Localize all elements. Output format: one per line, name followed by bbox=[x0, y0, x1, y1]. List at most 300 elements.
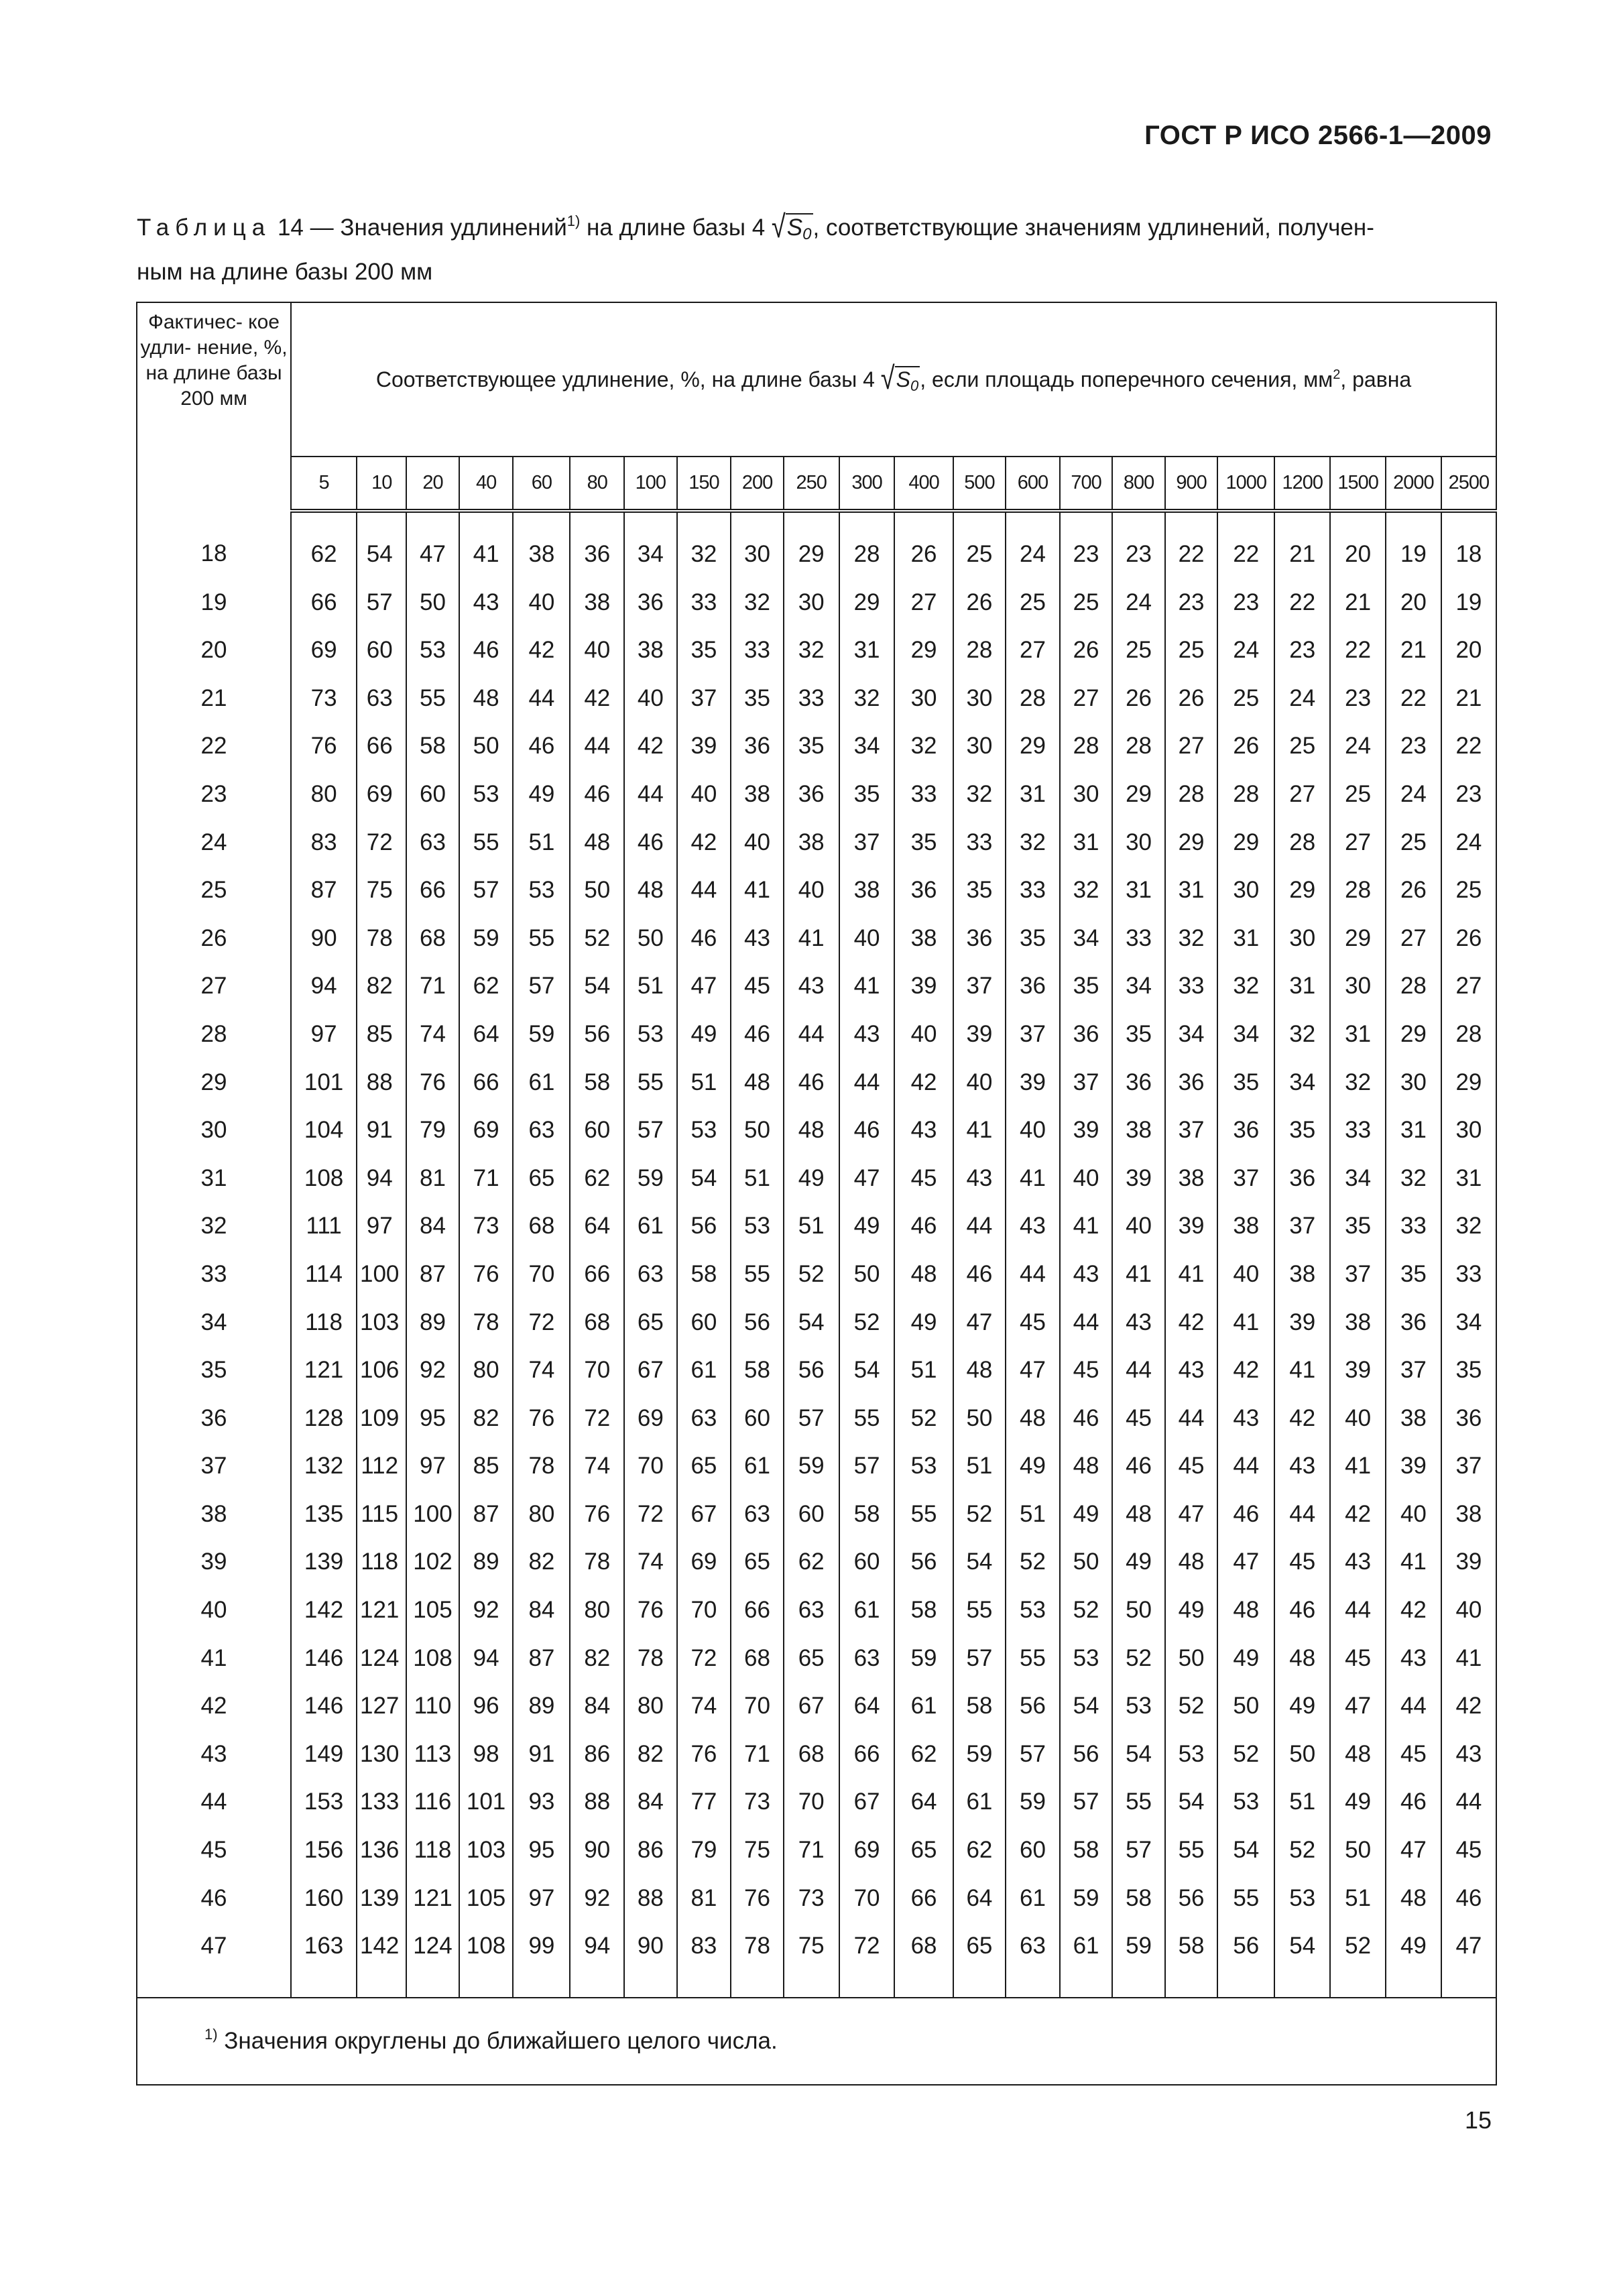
value-cell: 109 bbox=[357, 1394, 406, 1443]
value-cell: 53 bbox=[1112, 1682, 1164, 1730]
value-cell: 22 bbox=[1330, 626, 1386, 674]
value-cell: 28 bbox=[1386, 962, 1441, 1010]
value-cell: 46 bbox=[839, 1106, 895, 1154]
value-cell: 36 bbox=[1274, 1154, 1330, 1203]
value-cell: 43 bbox=[839, 1010, 895, 1059]
value-cell: 84 bbox=[406, 1202, 459, 1250]
value-cell: 32 bbox=[677, 511, 731, 579]
value-cell: 80 bbox=[624, 1682, 676, 1730]
value-cell: 90 bbox=[624, 1922, 676, 1998]
span-header-text-3: , равна bbox=[1340, 367, 1412, 392]
value-cell: 35 bbox=[953, 866, 1006, 914]
value-cell: 35 bbox=[1386, 1250, 1441, 1298]
value-cell: 30 bbox=[1060, 770, 1112, 819]
value-cell: 61 bbox=[731, 1442, 783, 1490]
value-cell: 48 bbox=[1060, 1442, 1112, 1490]
value-cell: 97 bbox=[406, 1442, 459, 1490]
value-cell: 56 bbox=[1165, 1874, 1217, 1923]
value-cell: 44 bbox=[1386, 1682, 1441, 1730]
value-cell: 28 bbox=[1112, 722, 1164, 770]
value-cell: 53 bbox=[624, 1010, 676, 1059]
value-cell: 52 bbox=[570, 914, 624, 963]
value-cell: 63 bbox=[731, 1490, 783, 1538]
value-cell: 61 bbox=[513, 1059, 570, 1107]
value-cell: 153 bbox=[291, 1778, 357, 1826]
value-cell: 62 bbox=[570, 1154, 624, 1203]
value-cell: 27 bbox=[1006, 626, 1060, 674]
value-cell: 45 bbox=[1441, 1826, 1496, 1874]
value-cell: 78 bbox=[357, 914, 406, 963]
value-cell: 36 bbox=[1441, 1394, 1496, 1443]
value-cell: 29 bbox=[1330, 914, 1386, 963]
value-cell: 43 bbox=[1112, 1298, 1164, 1347]
area-header-cell: 600 bbox=[1006, 457, 1060, 511]
value-cell: 34 bbox=[1112, 962, 1164, 1010]
value-cell: 66 bbox=[570, 1250, 624, 1298]
value-cell: 30 bbox=[1112, 819, 1164, 867]
value-cell: 46 bbox=[1217, 1490, 1274, 1538]
value-cell: 47 bbox=[953, 1298, 1006, 1347]
value-cell: 27 bbox=[1441, 962, 1496, 1010]
value-cell: 128 bbox=[291, 1394, 357, 1443]
value-cell: 58 bbox=[731, 1346, 783, 1394]
value-cell: 55 bbox=[1165, 1826, 1217, 1874]
value-cell: 25 bbox=[1165, 626, 1217, 674]
value-cell: 42 bbox=[1217, 1346, 1274, 1394]
value-cell: 30 bbox=[894, 674, 953, 723]
value-cell: 38 bbox=[839, 866, 895, 914]
table-row bbox=[137, 1298, 1496, 1347]
value-cell: 35 bbox=[784, 722, 839, 770]
value-cell: 106 bbox=[357, 1346, 406, 1394]
value-cell: 94 bbox=[459, 1634, 514, 1683]
value-cell: 42 bbox=[624, 722, 676, 770]
value-cell: 160 bbox=[291, 1874, 357, 1923]
value-cell: 24 bbox=[1386, 770, 1441, 819]
table-row bbox=[137, 1154, 1496, 1203]
value-cell: 34 bbox=[1330, 1154, 1386, 1203]
value-cell: 35 bbox=[1112, 1010, 1164, 1059]
value-cell: 72 bbox=[513, 1298, 570, 1347]
value-cell: 32 bbox=[1330, 1059, 1386, 1107]
value-cell: 54 bbox=[784, 1298, 839, 1347]
value-cell: 74 bbox=[677, 1682, 731, 1730]
value-cell: 68 bbox=[784, 1730, 839, 1778]
value-cell: 29 bbox=[894, 626, 953, 674]
value-cell: 44 bbox=[1217, 1442, 1274, 1490]
value-cell: 33 bbox=[1006, 866, 1060, 914]
caption-text-3: , соответствующие значениям удлинений, получен- bbox=[813, 215, 1374, 241]
value-cell: 22 bbox=[1386, 674, 1441, 723]
value-cell: 92 bbox=[406, 1346, 459, 1394]
value-cell: 64 bbox=[459, 1010, 514, 1059]
value-cell: 63 bbox=[406, 819, 459, 867]
value-cell: 70 bbox=[839, 1874, 895, 1923]
value-cell: 59 bbox=[513, 1010, 570, 1059]
area-header-cell: 1200 bbox=[1274, 457, 1330, 511]
value-cell: 26 bbox=[1217, 722, 1274, 770]
value-cell: 56 bbox=[784, 1346, 839, 1394]
value-cell: 50 bbox=[731, 1106, 783, 1154]
value-cell: 48 bbox=[1165, 1538, 1217, 1586]
value-cell: 55 bbox=[1006, 1634, 1060, 1683]
value-cell: 27 bbox=[1165, 722, 1217, 770]
actual-elongation-cell: 41 bbox=[137, 1634, 291, 1683]
value-cell: 58 bbox=[894, 1586, 953, 1634]
value-cell: 31 bbox=[1165, 866, 1217, 914]
value-cell: 27 bbox=[894, 579, 953, 627]
value-cell: 51 bbox=[953, 1442, 1006, 1490]
caption-number: 14 — bbox=[277, 215, 334, 241]
value-cell: 61 bbox=[894, 1682, 953, 1730]
value-cell: 76 bbox=[731, 1874, 783, 1923]
value-cell: 50 bbox=[1060, 1538, 1112, 1586]
table-row bbox=[137, 722, 1496, 770]
value-cell: 60 bbox=[731, 1394, 783, 1443]
table-footnote bbox=[137, 1998, 1496, 2085]
value-cell: 59 bbox=[624, 1154, 676, 1203]
value-cell: 49 bbox=[513, 770, 570, 819]
value-cell: 43 bbox=[459, 579, 514, 627]
value-cell: 39 bbox=[1006, 1059, 1060, 1107]
value-cell: 27 bbox=[1330, 819, 1386, 867]
value-cell: 48 bbox=[953, 1346, 1006, 1394]
value-cell: 33 bbox=[1165, 962, 1217, 1010]
value-cell: 132 bbox=[291, 1442, 357, 1490]
value-cell: 39 bbox=[677, 722, 731, 770]
footnote-text: Значения округлены до ближайшего целого числа. bbox=[224, 2027, 778, 2054]
value-cell: 42 bbox=[1165, 1298, 1217, 1347]
value-cell: 95 bbox=[406, 1394, 459, 1443]
value-cell: 163 bbox=[291, 1922, 357, 1998]
value-cell: 28 bbox=[1006, 674, 1060, 723]
value-cell: 47 bbox=[1330, 1682, 1386, 1730]
value-cell: 28 bbox=[1274, 819, 1330, 867]
value-cell: 39 bbox=[1060, 1106, 1112, 1154]
value-cell: 54 bbox=[1112, 1730, 1164, 1778]
value-cell: 20 bbox=[1386, 579, 1441, 627]
value-cell: 51 bbox=[513, 819, 570, 867]
value-cell: 49 bbox=[1112, 1538, 1164, 1586]
value-cell: 50 bbox=[406, 579, 459, 627]
value-cell: 21 bbox=[1441, 674, 1496, 723]
value-cell: 100 bbox=[357, 1250, 406, 1298]
value-cell: 86 bbox=[624, 1826, 676, 1874]
value-cell: 24 bbox=[1330, 722, 1386, 770]
value-cell: 75 bbox=[731, 1826, 783, 1874]
table-row bbox=[137, 1106, 1496, 1154]
value-cell: 66 bbox=[894, 1874, 953, 1923]
value-cell: 63 bbox=[357, 674, 406, 723]
value-cell: 116 bbox=[406, 1778, 459, 1826]
value-cell: 32 bbox=[894, 722, 953, 770]
value-cell: 121 bbox=[291, 1346, 357, 1394]
value-cell: 99 bbox=[513, 1922, 570, 1998]
value-cell: 56 bbox=[1217, 1922, 1274, 1998]
table-row bbox=[137, 1394, 1496, 1443]
value-cell: 50 bbox=[624, 914, 676, 963]
value-cell: 46 bbox=[784, 1059, 839, 1107]
value-cell: 55 bbox=[1112, 1778, 1164, 1826]
value-cell: 34 bbox=[1060, 914, 1112, 963]
value-cell: 94 bbox=[357, 1154, 406, 1203]
value-cell: 73 bbox=[459, 1202, 514, 1250]
value-cell: 41 bbox=[1330, 1442, 1386, 1490]
value-cell: 37 bbox=[677, 674, 731, 723]
value-cell: 69 bbox=[677, 1538, 731, 1586]
value-cell: 50 bbox=[1165, 1634, 1217, 1683]
value-cell: 30 bbox=[953, 674, 1006, 723]
value-cell: 37 bbox=[953, 962, 1006, 1010]
value-cell: 28 bbox=[1330, 866, 1386, 914]
value-cell: 45 bbox=[1060, 1346, 1112, 1394]
value-cell: 60 bbox=[357, 626, 406, 674]
value-cell: 31 bbox=[1217, 914, 1274, 963]
table-row bbox=[137, 1442, 1496, 1490]
actual-elongation-cell: 33 bbox=[137, 1250, 291, 1298]
value-cell: 65 bbox=[677, 1442, 731, 1490]
value-cell: 41 bbox=[839, 962, 895, 1010]
value-cell: 52 bbox=[953, 1490, 1006, 1538]
value-cell: 77 bbox=[677, 1778, 731, 1826]
value-cell: 50 bbox=[570, 866, 624, 914]
value-cell: 42 bbox=[513, 626, 570, 674]
value-cell: 64 bbox=[839, 1682, 895, 1730]
value-cell: 97 bbox=[291, 1010, 357, 1059]
value-cell: 24 bbox=[1274, 674, 1330, 723]
value-cell: 48 bbox=[570, 819, 624, 867]
value-cell: 42 bbox=[1441, 1682, 1496, 1730]
value-cell: 76 bbox=[291, 722, 357, 770]
value-cell: 32 bbox=[953, 770, 1006, 819]
value-cell: 95 bbox=[513, 1826, 570, 1874]
span-header-sqrt-sub: 0 bbox=[910, 377, 919, 395]
value-cell: 67 bbox=[624, 1346, 676, 1394]
value-cell: 139 bbox=[291, 1538, 357, 1586]
value-cell: 44 bbox=[1112, 1346, 1164, 1394]
value-cell: 83 bbox=[677, 1922, 731, 1998]
value-cell: 53 bbox=[513, 866, 570, 914]
value-cell: 38 bbox=[513, 511, 570, 579]
elongation-table bbox=[136, 302, 1497, 2086]
value-cell: 62 bbox=[894, 1730, 953, 1778]
value-cell: 48 bbox=[459, 674, 514, 723]
value-cell: 67 bbox=[784, 1682, 839, 1730]
value-cell: 43 bbox=[1217, 1394, 1274, 1443]
value-cell: 62 bbox=[953, 1826, 1006, 1874]
value-cell: 92 bbox=[459, 1586, 514, 1634]
value-cell: 31 bbox=[839, 626, 895, 674]
value-cell: 84 bbox=[624, 1778, 676, 1826]
value-cell: 33 bbox=[953, 819, 1006, 867]
area-header-cell: 150 bbox=[677, 457, 731, 511]
value-cell: 54 bbox=[1217, 1826, 1274, 1874]
table-row bbox=[137, 1682, 1496, 1730]
value-cell: 40 bbox=[513, 579, 570, 627]
value-cell: 55 bbox=[894, 1490, 953, 1538]
value-cell: 29 bbox=[784, 511, 839, 579]
table-row bbox=[137, 1059, 1496, 1107]
value-cell: 23 bbox=[1386, 722, 1441, 770]
actual-elongation-cell: 27 bbox=[137, 962, 291, 1010]
value-cell: 46 bbox=[459, 626, 514, 674]
value-cell: 49 bbox=[677, 1010, 731, 1059]
value-cell: 57 bbox=[513, 962, 570, 1010]
table-caption bbox=[137, 205, 1498, 294]
value-cell: 61 bbox=[1006, 1874, 1060, 1923]
value-cell: 29 bbox=[1006, 722, 1060, 770]
value-cell: 44 bbox=[570, 722, 624, 770]
value-cell: 41 bbox=[459, 511, 514, 579]
value-cell: 65 bbox=[624, 1298, 676, 1347]
value-cell: 58 bbox=[1060, 1826, 1112, 1874]
value-cell: 37 bbox=[1165, 1106, 1217, 1154]
value-cell: 31 bbox=[1441, 1154, 1496, 1203]
value-cell: 81 bbox=[406, 1154, 459, 1203]
value-cell: 49 bbox=[894, 1298, 953, 1347]
value-cell: 78 bbox=[459, 1298, 514, 1347]
value-cell: 47 bbox=[1165, 1490, 1217, 1538]
value-cell: 29 bbox=[839, 579, 895, 627]
value-cell: 76 bbox=[459, 1250, 514, 1298]
value-cell: 44 bbox=[1330, 1586, 1386, 1634]
value-cell: 36 bbox=[1217, 1106, 1274, 1154]
value-cell: 111 bbox=[291, 1202, 357, 1250]
value-cell: 54 bbox=[1060, 1682, 1112, 1730]
value-cell: 56 bbox=[731, 1298, 783, 1347]
value-cell: 57 bbox=[839, 1442, 895, 1490]
value-cell: 63 bbox=[1006, 1922, 1060, 1998]
value-cell: 44 bbox=[624, 770, 676, 819]
value-cell: 55 bbox=[624, 1059, 676, 1107]
value-cell: 39 bbox=[1386, 1442, 1441, 1490]
table-row bbox=[137, 914, 1496, 963]
value-cell: 34 bbox=[624, 511, 676, 579]
value-cell: 31 bbox=[1006, 770, 1060, 819]
value-cell: 39 bbox=[894, 962, 953, 1010]
value-cell: 37 bbox=[1386, 1346, 1441, 1394]
value-cell: 23 bbox=[1112, 511, 1164, 579]
value-cell: 32 bbox=[839, 674, 895, 723]
sqrt-icon: √ bbox=[771, 209, 786, 245]
value-cell: 124 bbox=[406, 1922, 459, 1998]
value-cell: 50 bbox=[1330, 1826, 1386, 1874]
table-row bbox=[137, 1634, 1496, 1683]
value-cell: 114 bbox=[291, 1250, 357, 1298]
value-cell: 50 bbox=[1274, 1730, 1330, 1778]
footnote-mark: 1) bbox=[204, 2025, 218, 2043]
value-cell: 60 bbox=[677, 1298, 731, 1347]
value-cell: 36 bbox=[1060, 1010, 1112, 1059]
value-cell: 93 bbox=[513, 1778, 570, 1826]
value-cell: 47 bbox=[1217, 1538, 1274, 1586]
value-cell: 41 bbox=[1386, 1538, 1441, 1586]
table-row bbox=[137, 1922, 1496, 1998]
value-cell: 32 bbox=[1060, 866, 1112, 914]
value-cell: 66 bbox=[839, 1730, 895, 1778]
actual-elongation-cell: 40 bbox=[137, 1586, 291, 1634]
value-cell: 55 bbox=[459, 819, 514, 867]
value-cell: 56 bbox=[570, 1010, 624, 1059]
value-cell: 61 bbox=[677, 1346, 731, 1394]
value-cell: 64 bbox=[570, 1202, 624, 1250]
actual-elongation-cell: 44 bbox=[137, 1778, 291, 1826]
span-header-text-1: Соответствующее удлинение, %, на длине базы 4 bbox=[375, 367, 875, 392]
value-cell: 39 bbox=[1330, 1346, 1386, 1394]
value-cell: 84 bbox=[570, 1682, 624, 1730]
value-cell: 61 bbox=[624, 1202, 676, 1250]
value-cell: 121 bbox=[357, 1586, 406, 1634]
value-cell: 40 bbox=[731, 819, 783, 867]
span-header-sup: 2 bbox=[1333, 367, 1341, 383]
actual-elongation-cell: 32 bbox=[137, 1202, 291, 1250]
actual-elongation-cell: 29 bbox=[137, 1059, 291, 1107]
value-cell: 73 bbox=[784, 1874, 839, 1923]
value-cell: 75 bbox=[357, 866, 406, 914]
value-cell: 82 bbox=[459, 1394, 514, 1443]
table-row bbox=[137, 511, 1496, 579]
value-cell: 32 bbox=[731, 579, 783, 627]
value-cell: 43 bbox=[1441, 1730, 1496, 1778]
value-cell: 59 bbox=[1006, 1778, 1060, 1826]
value-cell: 142 bbox=[291, 1586, 357, 1634]
value-cell: 124 bbox=[357, 1634, 406, 1683]
caption-footnote-mark: 1) bbox=[566, 213, 581, 229]
area-header-cell: 500 bbox=[953, 457, 1006, 511]
value-cell: 49 bbox=[1330, 1778, 1386, 1826]
value-cell: 37 bbox=[1060, 1059, 1112, 1107]
value-cell: 59 bbox=[784, 1442, 839, 1490]
value-cell: 63 bbox=[513, 1106, 570, 1154]
value-cell: 59 bbox=[1112, 1922, 1164, 1998]
value-cell: 58 bbox=[570, 1059, 624, 1107]
value-cell: 63 bbox=[677, 1394, 731, 1443]
value-cell: 81 bbox=[677, 1874, 731, 1923]
value-cell: 82 bbox=[357, 962, 406, 1010]
caption-sqrt-sub: 0 bbox=[802, 225, 812, 243]
table-row bbox=[137, 626, 1496, 674]
value-cell: 61 bbox=[953, 1778, 1006, 1826]
value-cell: 42 bbox=[894, 1059, 953, 1107]
value-cell: 56 bbox=[1060, 1730, 1112, 1778]
value-cell: 89 bbox=[513, 1682, 570, 1730]
value-cell: 76 bbox=[624, 1586, 676, 1634]
value-cell: 82 bbox=[624, 1730, 676, 1778]
value-cell: 57 bbox=[784, 1394, 839, 1443]
area-header-cell: 1500 bbox=[1330, 457, 1386, 511]
value-cell: 103 bbox=[357, 1298, 406, 1347]
value-cell: 69 bbox=[357, 770, 406, 819]
value-cell: 76 bbox=[513, 1394, 570, 1443]
value-cell: 51 bbox=[677, 1059, 731, 1107]
value-cell: 59 bbox=[1060, 1874, 1112, 1923]
value-cell: 35 bbox=[1060, 962, 1112, 1010]
value-cell: 52 bbox=[839, 1298, 895, 1347]
value-cell: 70 bbox=[624, 1442, 676, 1490]
value-cell: 89 bbox=[406, 1298, 459, 1347]
value-cell: 69 bbox=[291, 626, 357, 674]
value-cell: 41 bbox=[1006, 1154, 1060, 1203]
value-cell: 35 bbox=[1441, 1346, 1496, 1394]
value-cell: 97 bbox=[357, 1202, 406, 1250]
value-cell: 44 bbox=[1006, 1250, 1060, 1298]
value-cell: 56 bbox=[894, 1538, 953, 1586]
value-cell: 25 bbox=[1112, 626, 1164, 674]
value-cell: 45 bbox=[1274, 1538, 1330, 1586]
value-cell: 47 bbox=[839, 1154, 895, 1203]
actual-elongation-cell: 19 bbox=[137, 579, 291, 627]
table-row bbox=[137, 1826, 1496, 1874]
